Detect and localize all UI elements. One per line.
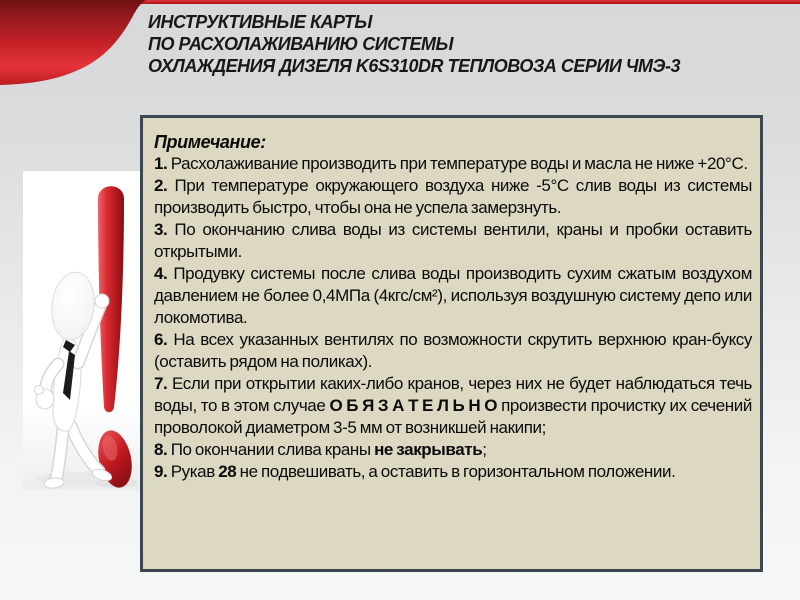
note-item: 8. По окончании слива краны не закрывать; — [154, 440, 487, 459]
note-item: 6. На всех указанных вентилях по возможности скрутить верхнюю кран-буксу (оставить рядом на поликах). — [154, 330, 752, 371]
note-item: 2. При температуре окружающего воздуха ниже -5°С слив воды из системы производить быстро, чтобы она не успела замерзнуть. — [154, 176, 752, 217]
note-item: 7. Если при открытии каких-либо кранов, через них не будет наблюдаться течь воды, то в этом случае О Б Я З А Т Е Л Ь Н О произвести прочистку их сечений проволокой диаметром 3-5 мм от возникшей накипи; — [154, 374, 752, 437]
corner-swoosh-icon — [0, 0, 162, 87]
note-heading: Примечание: — [154, 132, 266, 152]
note-items — [154, 153, 752, 483]
title-line-2: ПО РАСХОЛАЖИВАНИЮ СИСТЕМЫ — [148, 34, 453, 54]
exclamation-figure-image — [23, 171, 140, 490]
note-item: 4. Продувку системы после слива воды производить сухим сжатым воздухом давлением не более 0,4МПа (4кгс/см²), используя воздушную систему депо или локомотива. — [154, 264, 752, 327]
title-line-1: ИНСТРУКТИВНЫЕ КАРТЫ — [148, 12, 372, 32]
note-item: 1. Расхолаживание производить при температуре воды и масла не ниже +20°С. — [154, 154, 748, 173]
slide-title — [148, 11, 768, 77]
exclamation-mark-icon — [93, 186, 136, 490]
note-box — [140, 115, 763, 572]
note-item: 3. По окончанию слива воды из системы вентили, краны и пробки оставить открытыми. — [154, 220, 752, 261]
note-item: 9. Рукав 28 не подвешивать, а оставить в горизонтальном положении. — [154, 462, 676, 481]
title-line-3: ОХЛАЖДЕНИЯ ДИЗЕЛЯ K6S310DR ТЕПЛОВОЗА СЕРИИ ЧМЭ-3 — [148, 56, 680, 76]
